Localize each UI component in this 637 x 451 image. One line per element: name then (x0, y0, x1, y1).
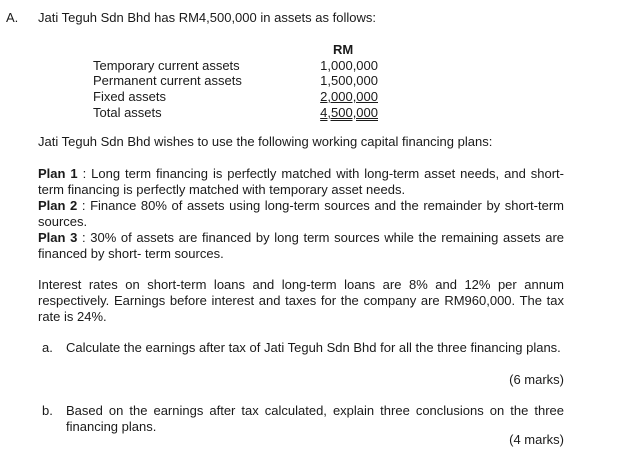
interest-paragraph: Interest rates on short-term loans and long-term loans are 8% and 12% per annum respectively. Earnings before interest and taxes for the company are RM960,000. The tax rate is 24%. (38, 277, 564, 324)
asset-total-amount: 4,500,000 (320, 105, 378, 120)
asset-total-label: Total assets (93, 105, 162, 120)
asset-item-amount: 1,500,000 (320, 73, 378, 88)
plan-1 (38, 166, 564, 198)
plan-3 (38, 230, 564, 262)
plan-separator: : (77, 230, 91, 245)
subquestion-label: a. (42, 340, 53, 355)
subquestion-marks: (4 marks) (509, 432, 564, 447)
plan-title: Plan 1 (38, 166, 78, 181)
plan-separator: : (77, 198, 91, 213)
plan-separator: : (77, 166, 92, 181)
plan-title: Plan 2 (38, 198, 78, 213)
plan-text: Finance 80% of assets using long-term sources and the remainder by short-term sources. (38, 198, 564, 229)
question-intro: Jati Teguh Sdn Bhd has RM4,500,000 in assets as follows: (38, 10, 376, 25)
asset-item-label: Temporary current assets (93, 58, 240, 73)
subquestion-marks: (6 marks) (509, 372, 564, 387)
plan-title: Plan 3 (38, 230, 78, 245)
asset-item-label: Permanent current assets (93, 73, 242, 88)
plans-intro: Jati Teguh Sdn Bhd wishes to use the following working capital financing plans: (38, 134, 493, 149)
asset-item-label: Fixed assets (93, 89, 166, 104)
currency-header: RM (333, 42, 354, 57)
question-label: A. (6, 10, 19, 25)
plan-text: Long term financing is perfectly matched with long-term asset needs, and short-term financing is perfectly matched with temporary asset needs. (38, 166, 564, 197)
plan-text: 30% of assets are financed by long term sources while the remaining assets are financed by short- term sources. (38, 230, 565, 261)
asset-item-amount: 2,000,000 (320, 89, 378, 104)
subquestion-label: b. (42, 403, 53, 418)
asset-item-amount: 1,000,000 (320, 58, 378, 73)
plan-2 (38, 198, 564, 230)
subquestion-text: Based on the earnings after tax calculated, explain three conclusions on the three financing plans. (66, 403, 564, 434)
subquestion-text: Calculate the earnings after tax of Jati Teguh Sdn Bhd for all the three financing plans. (66, 340, 561, 355)
